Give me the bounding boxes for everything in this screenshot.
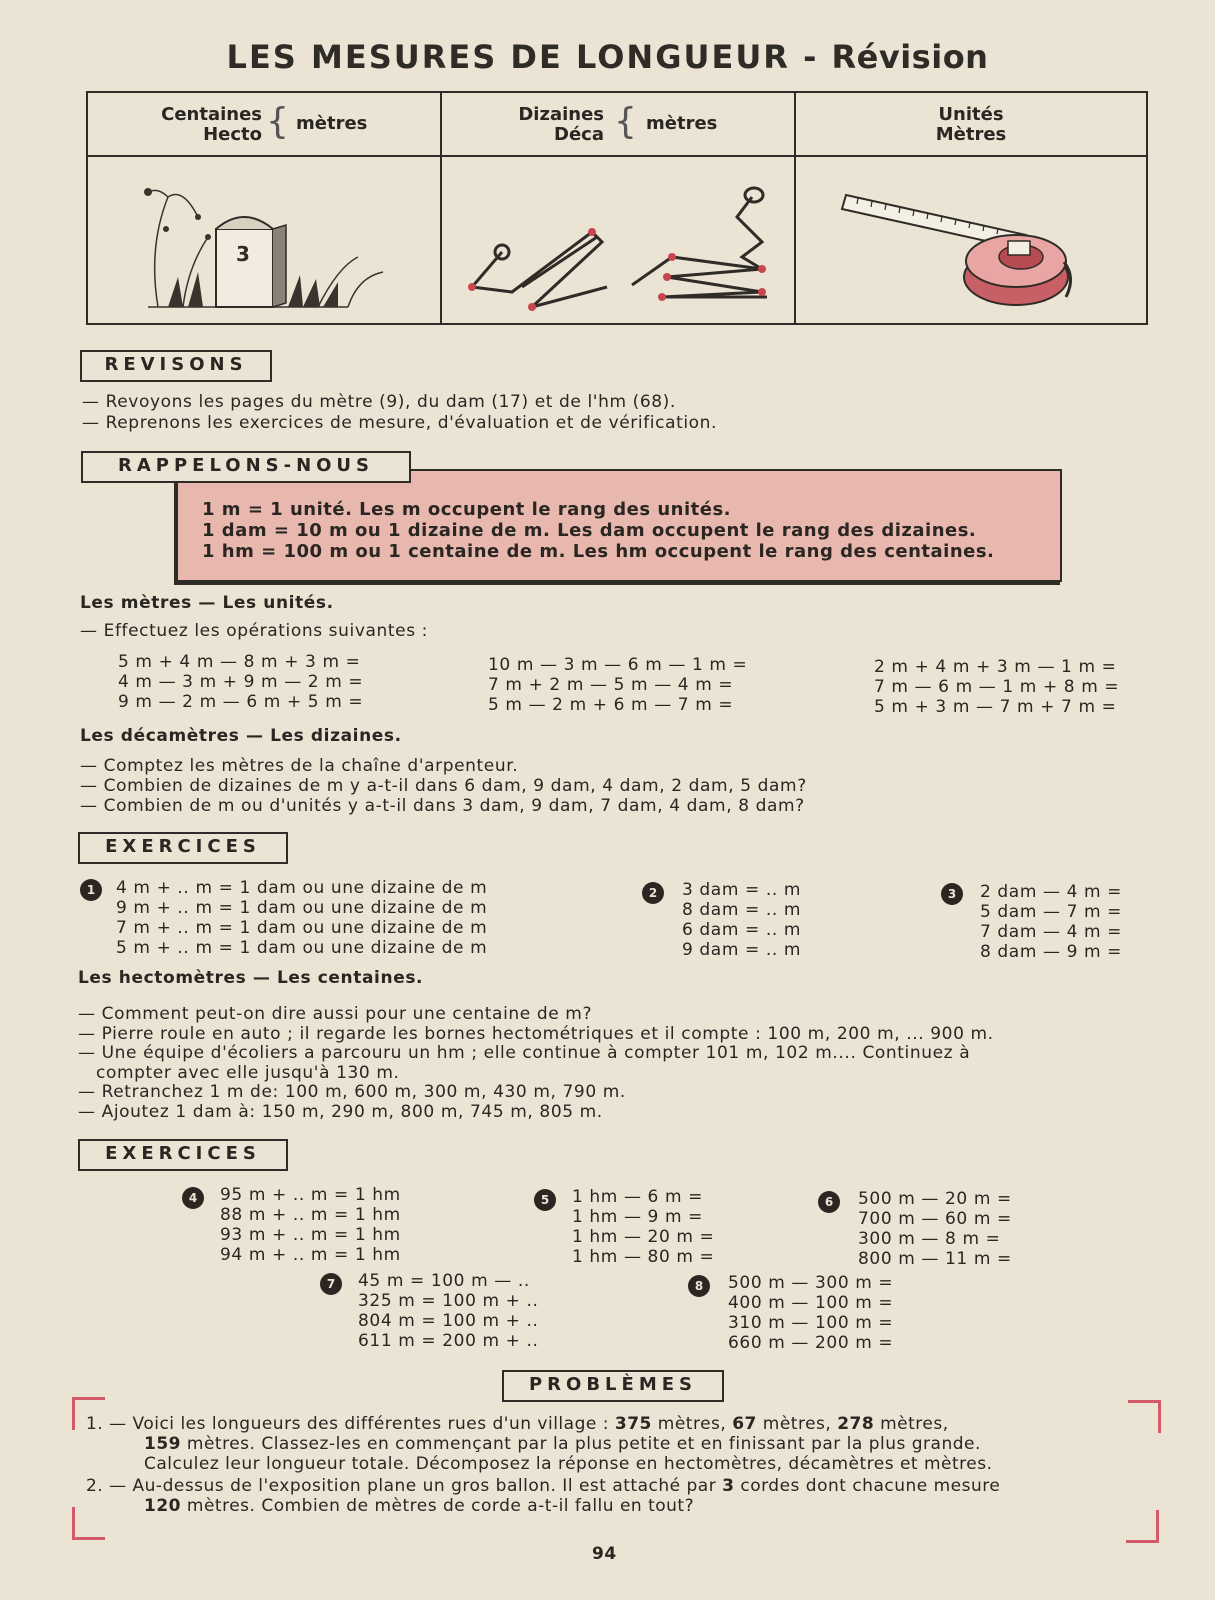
problem-value: 3 <box>722 1476 735 1496</box>
col-metres-label1: Unités <box>938 104 1004 125</box>
hectometres-line: — Comment peut-on dire aussi pour une centaine de m? <box>78 1004 593 1024</box>
exercise-row: 804 m = 100 m + .. <box>358 1311 539 1331</box>
title-main: LES MESURES DE LONGUEUR - <box>226 38 832 76</box>
units-col-deca <box>442 93 796 323</box>
problem-text: Au-dessus de l'exposition plane un gros ballon. Il est attaché par <box>132 1476 723 1496</box>
decametres-line: — Combien de m ou d'unités y a-t-il dans 3 dam, 9 dam, 7 dam, 4 dam, 8 dam? <box>80 796 805 816</box>
exercise-row: 93 m + .. m = 1 hm <box>220 1225 401 1245</box>
exercise-3 <box>980 882 1122 962</box>
exercise-row: 325 m = 100 m + .. <box>358 1291 539 1311</box>
exercise-row: 6 dam = .. m <box>682 920 802 940</box>
units-col-hecto <box>88 93 442 323</box>
exercise-row: 400 m — 100 m = <box>728 1293 894 1313</box>
exercise-row: 88 m + .. m = 1 hm <box>220 1205 401 1225</box>
problem-1 <box>86 1414 993 1474</box>
exercise-row: 800 m — 11 m = <box>858 1249 1012 1269</box>
problem-value: 159 <box>144 1434 181 1454</box>
tape-measure-illustration <box>796 157 1146 323</box>
milestone-illustration <box>88 157 440 323</box>
col-hecto-label2: Hecto <box>203 124 262 145</box>
exercise-row: 4 m + .. m = 1 dam ou une dizaine de m <box>116 878 488 898</box>
hectometres-line: compter avec elle jusqu'à 130 m. <box>78 1062 400 1083</box>
decametres-lines <box>80 756 807 816</box>
col-deca-label1: Dizaines <box>518 104 604 125</box>
hectometres-line: — Ajoutez 1 dam à: 150 m, 290 m, 800 m, 745 m, 805 m. <box>78 1101 603 1122</box>
problem-text: mètres. Classez-les en commençant par la plus petite et en finissant par la plus grande. <box>181 1434 981 1454</box>
op-row: 4 m — 3 m + 9 m — 2 m = <box>118 672 364 692</box>
problem-2-number: 2. — <box>86 1476 127 1496</box>
metres-ops-col3 <box>874 657 1119 717</box>
exercise-4 <box>220 1185 401 1265</box>
surveyor-chain-illustration <box>442 157 794 323</box>
op-row: 2 m + 4 m + 3 m — 1 m = <box>874 657 1117 677</box>
corner-mark-bottom-right <box>1126 1510 1159 1543</box>
problem-value: 120 <box>144 1496 181 1516</box>
units-col-metres-header <box>796 93 1146 157</box>
exercise-row: 500 m — 20 m = <box>858 1189 1012 1209</box>
units-col-metres <box>796 93 1146 323</box>
exercise-number-2: 2 <box>642 882 664 904</box>
problem-value: 375 <box>614 1414 652 1434</box>
exercise-1 <box>116 878 487 958</box>
exercise-row: 5 dam — 7 m = <box>980 902 1123 922</box>
milestone-number: 3 <box>236 242 250 266</box>
exercise-row: 1 hm — 9 m = <box>572 1207 703 1227</box>
exercise-5 <box>572 1187 714 1267</box>
exercise-6 <box>858 1189 1012 1269</box>
corner-mark-top-right <box>1128 1400 1161 1433</box>
title-sub: Révision <box>831 38 989 76</box>
metres-instruction: — Effectuez les opérations suivantes : <box>80 621 428 641</box>
exercise-row: 2 dam — 4 m = <box>980 882 1123 902</box>
page-number: 94 <box>592 1544 617 1564</box>
exercise-row: 9 m + .. m = 1 dam ou une dizaine de m <box>116 898 488 918</box>
exercise-8 <box>728 1273 893 1353</box>
op-row: 7 m — 6 m — 1 m + 8 m = <box>874 677 1120 697</box>
col-metres-label2: Mètres <box>935 124 1007 145</box>
exercise-number-8: 8 <box>688 1275 710 1297</box>
op-row: 5 m + 4 m — 8 m + 3 m = <box>118 652 361 672</box>
problem-text: mètres. Combien de mètres de corde a-t-il fallu en tout? <box>181 1496 695 1516</box>
problem-text: mètres, <box>874 1414 949 1434</box>
col-hecto-label1: Centaines <box>161 104 262 125</box>
decametres-heading: Les décamètres — Les dizaines. <box>80 726 402 746</box>
exercise-row: 700 m — 60 m = <box>858 1209 1012 1229</box>
exercices-label-1: EXERCICES <box>78 832 288 864</box>
decametres-line: — Comptez les mètres de la chaîne d'arpenteur. <box>80 756 519 776</box>
exercise-number-5: 5 <box>534 1189 556 1211</box>
problem-text: mètres, <box>651 1414 733 1434</box>
hectometres-line: — Une équipe d'écoliers a parcouru un hm ; elle continue à compter 101 m, 102 m.... Continuez à <box>78 1043 971 1063</box>
op-row: 7 m + 2 m — 5 m — 4 m = <box>488 675 734 695</box>
units-table <box>86 91 1148 325</box>
hectometres-lines <box>78 1005 994 1122</box>
exercise-number-3: 3 <box>941 883 963 905</box>
revisons-line-1: — Revoyons les pages du mètre (9), du dam (17) et de l'hm (68). <box>82 392 676 412</box>
problem-1-number: 1. — <box>86 1414 127 1434</box>
exercise-row: 9 dam = .. m <box>682 940 802 960</box>
tape-measure-icon <box>842 195 1071 305</box>
decametres-line: — Combien de dizaines de m y a-t-il dans 6 dam, 9 dam, 4 dam, 2 dam, 5 dam? <box>80 776 807 796</box>
problem-value: 278 <box>837 1414 875 1434</box>
exercise-row: 45 m = 100 m — .. <box>358 1271 530 1291</box>
flower-icon <box>144 188 152 196</box>
revisons-line-2: — Reprenons les exercices de mesure, d'évaluation et de vérification. <box>82 413 718 433</box>
exercise-row: 1 hm — 80 m = <box>572 1247 715 1267</box>
revisons-label: REVISONS <box>80 350 272 382</box>
exercise-row: 3 dam = .. m <box>682 880 802 900</box>
exercise-number-7: 7 <box>320 1273 342 1295</box>
col-deca-unit: mètres <box>646 113 718 134</box>
exercise-row: 1 hm — 6 m = <box>572 1187 703 1207</box>
exercise-row: 611 m = 200 m + .. <box>358 1331 539 1351</box>
problem-2 <box>86 1476 1000 1516</box>
op-row: 9 m — 2 m — 6 m + 5 m = <box>118 692 364 712</box>
exercise-row: 660 m — 200 m = <box>728 1333 894 1353</box>
problem-text: Voici les longueurs des différentes rues d'un village : <box>132 1414 615 1434</box>
exercise-7 <box>358 1271 539 1351</box>
exercise-row: 500 m — 300 m = <box>728 1273 894 1293</box>
rappelons-line-1: 1 m = 1 unité. Les m occupent le rang des unités. <box>202 499 732 520</box>
exercise-number-1: 1 <box>80 879 102 901</box>
page-title <box>0 38 1215 76</box>
exercise-row: 7 m + .. m = 1 dam ou une dizaine de m <box>116 918 488 938</box>
problemes-label: PROBLÈMES <box>502 1370 724 1402</box>
exercise-row: 95 m + .. m = 1 hm <box>220 1185 401 1205</box>
op-row: 5 m — 2 m + 6 m — 7 m = <box>488 695 734 715</box>
rappelons-box <box>176 469 1062 582</box>
metres-ops-col2 <box>488 655 747 715</box>
hectometres-line: — Retranchez 1 m de: 100 m, 600 m, 300 m, 430 m, 790 m. <box>78 1082 626 1102</box>
hectometres-heading: Les hectomètres — Les centaines. <box>78 968 424 988</box>
op-row: 10 m — 3 m — 6 m — 1 m = <box>488 655 748 675</box>
rappelons-line-2: 1 dam = 10 m ou 1 dizaine de m. Les dam occupent le rang des dizaines. <box>202 520 977 541</box>
exercices-label-2: EXERCICES <box>78 1139 288 1171</box>
rappelons-label: RAPPELONS-NOUS <box>81 451 411 483</box>
problem-value: 67 <box>732 1414 757 1434</box>
units-col-hecto-header: Centaines Hecto { mètres <box>88 93 440 157</box>
exercise-number-6: 6 <box>818 1191 840 1213</box>
hectometres-line: — Pierre roule en auto ; il regarde les bornes hectométriques et il compte : 100 m, 200 m, ... 900 m. <box>78 1023 994 1044</box>
exercise-number-4: 4 <box>182 1187 204 1209</box>
exercise-row: 310 m — 100 m = <box>728 1313 894 1333</box>
exercise-row: 300 m — 8 m = <box>858 1229 1001 1249</box>
exercise-row: 94 m + .. m = 1 hm <box>220 1245 401 1265</box>
exercise-2 <box>682 880 801 960</box>
exercise-row: 8 dam — 9 m = <box>980 942 1123 962</box>
units-col-deca-header: Dizaines Déca { mètres <box>442 93 794 157</box>
exercise-row: 8 dam = .. m <box>682 900 802 920</box>
op-row: 5 m + 3 m — 7 m + 7 m = <box>874 697 1117 717</box>
metres-heading: Les mètres — Les unités. <box>80 593 334 613</box>
milestone-icon <box>216 217 286 307</box>
problem-text: cordes dont chacune mesure <box>734 1476 1001 1496</box>
col-hecto-unit: mètres <box>296 113 368 134</box>
col-deca-label2: Déca <box>554 124 604 145</box>
metres-ops-col1 <box>118 652 363 712</box>
exercise-row: 5 m + .. m = 1 dam ou une dizaine de m <box>116 938 488 958</box>
chain-icon <box>472 188 767 307</box>
problem-text: Calculez leur longueur totale. Décomposez la réponse en hectomètres, décamètres et mètres. <box>144 1454 993 1474</box>
exercise-row: 1 hm — 20 m = <box>572 1227 715 1247</box>
problem-text: mètres, <box>756 1414 838 1434</box>
rappelons-line-3: 1 hm = 100 m ou 1 centaine de m. Les hm occupent le rang des centaines. <box>202 541 995 562</box>
exercise-row: 7 dam — 4 m = <box>980 922 1123 942</box>
